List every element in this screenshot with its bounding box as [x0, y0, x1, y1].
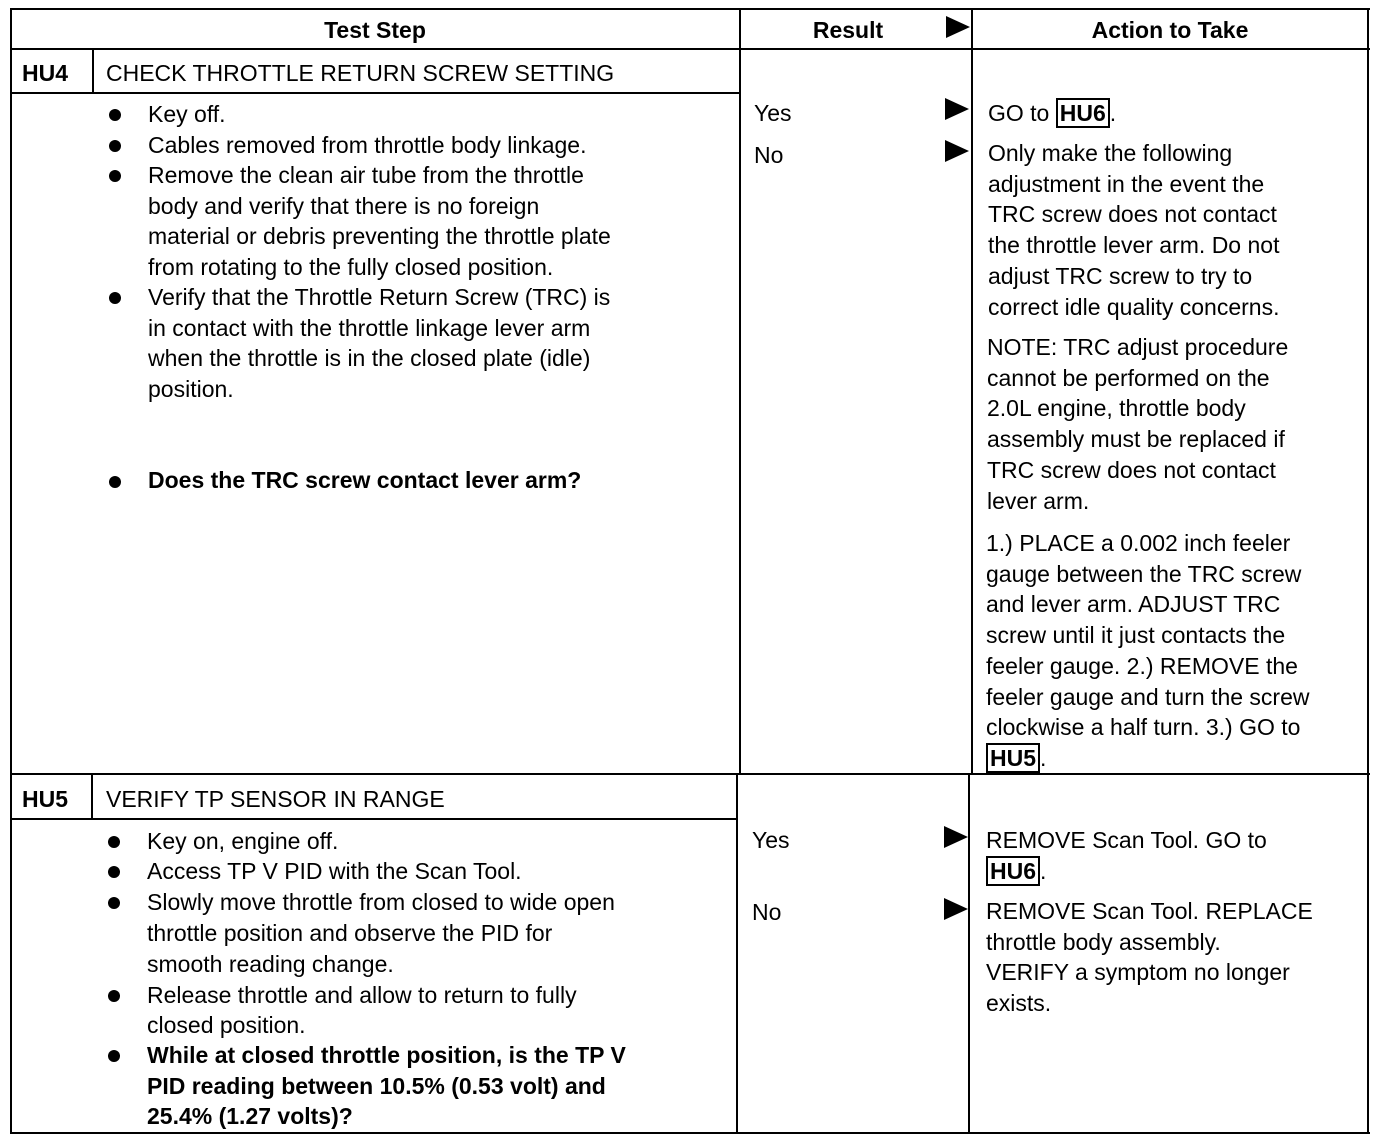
step-reference-link[interactable]: HU6	[986, 856, 1040, 886]
note-line: TRC screw does not contact	[987, 456, 1276, 483]
action-line: throttle body assembly.	[986, 928, 1221, 955]
bullet-line: position.	[148, 376, 234, 402]
table-right-border	[1367, 8, 1369, 1134]
result-yes: Yes	[754, 100, 792, 126]
table-bottom-border	[10, 1132, 1370, 1134]
note-paragraph	[987, 332, 1288, 516]
header-result: Result	[812, 17, 884, 43]
bullet-line: Remove the clean air tube from the throttle	[148, 162, 584, 188]
bullet-line: Key on, engine off.	[147, 828, 339, 854]
step-reference-link[interactable]: HU6	[1056, 98, 1110, 128]
action-line: the throttle lever arm. Do not	[988, 232, 1280, 259]
header-action: Action to Take	[1091, 17, 1249, 43]
action-line: VERIFY a symptom no longer	[986, 959, 1290, 986]
step-title: CHECK THROTTLE RETURN SCREW SETTING	[106, 60, 615, 86]
action-column-left-border-lower	[968, 773, 970, 1134]
bullet-line: Access TP V PID with the Scan Tool.	[147, 858, 522, 884]
result-no: No	[754, 142, 784, 168]
action-text: .	[1109, 100, 1117, 126]
bullet-icon	[109, 170, 121, 182]
bullet-line: throttle position and observe the PID for	[147, 920, 553, 946]
bullet-line: Release throttle and allow to return to fully	[147, 982, 577, 1008]
bullet-icon	[108, 990, 120, 1002]
bullet-line: body and verify that there is no foreign	[148, 193, 540, 219]
procedure-line: feeler gauge and turn the screw	[986, 683, 1310, 710]
procedure-line: feeler gauge. 2.) REMOVE the	[986, 652, 1298, 679]
bullet-line: from rotating to the fully closed position.	[148, 254, 554, 280]
bullet-line: Cables removed from throttle body linkage.	[148, 132, 587, 158]
bullet-icon	[109, 292, 121, 304]
bullet-line: Key off.	[148, 101, 226, 127]
procedure-line: and lever arm. ADJUST TRC	[986, 591, 1281, 618]
procedure-line	[986, 743, 1309, 774]
hu5-title-bottom-border	[10, 818, 738, 820]
action-line	[986, 856, 1267, 887]
procedure-line: screw until it just contacts the	[986, 622, 1286, 649]
question-line: Does the TRC screw contact lever arm?	[148, 467, 582, 493]
question-line: PID reading between 10.5% (0.53 volt) and	[147, 1073, 606, 1099]
hu4-id-divider	[92, 48, 94, 93]
action-text: .	[1040, 857, 1047, 884]
action-paragraph	[986, 896, 1313, 1019]
result-arrow-icon	[944, 898, 968, 920]
procedure-paragraph	[986, 528, 1309, 774]
action-line: TRC screw does not contact	[988, 201, 1277, 228]
action-text: GO to	[988, 100, 1056, 126]
hu5-id-divider	[91, 773, 93, 819]
step-title: VERIFY TP SENSOR IN RANGE	[106, 786, 445, 812]
action-line: adjustment in the event the	[988, 170, 1265, 197]
action-paragraph	[988, 138, 1279, 322]
step-id: HU5	[22, 786, 69, 812]
action-paragraph	[986, 825, 1267, 886]
action-column-left-border	[971, 8, 973, 774]
bullet-line: closed position.	[147, 1012, 306, 1038]
procedure-line: gauge between the TRC screw	[986, 560, 1302, 587]
question-line: 25.4% (1.27 volts)?	[147, 1103, 353, 1129]
question-line: While at closed throttle position, is the TP V	[147, 1042, 626, 1068]
action-line	[988, 98, 1116, 128]
action-line: REMOVE Scan Tool. REPLACE	[986, 898, 1313, 924]
action-line: Only make the following	[988, 140, 1233, 166]
bullet-icon	[108, 866, 120, 878]
header-bottom-border	[10, 48, 1370, 50]
note-line: assembly must be replaced if	[987, 426, 1285, 453]
bullet-icon	[108, 1050, 120, 1062]
hu4-title-bottom-border	[10, 92, 740, 94]
bullet-icon	[108, 897, 120, 909]
bullet-icon	[109, 476, 121, 488]
procedure-line: 1.) PLACE a 0.002 inch feeler	[986, 530, 1291, 556]
action-line: adjust TRC screw to try to	[988, 262, 1253, 289]
step-id: HU4	[22, 60, 69, 86]
bullet-line: smooth reading change.	[147, 951, 394, 977]
action-line: REMOVE Scan Tool. GO to	[986, 827, 1267, 853]
action-line: correct idle quality concerns.	[988, 293, 1280, 320]
note-line: lever arm.	[987, 487, 1090, 514]
bullet-line: when the throttle is in the closed plate (idle)	[148, 345, 591, 371]
header-arrow-icon	[946, 16, 970, 38]
procedure-text: .	[1040, 744, 1047, 771]
bullet-line: material or debris preventing the throttle plate	[148, 223, 611, 249]
note-line: 2.0L engine, throttle body	[987, 395, 1246, 422]
action-line: exists.	[986, 990, 1052, 1017]
bullet-line: in contact with the throttle linkage lever arm	[148, 315, 591, 341]
result-column-left-border-lower	[736, 773, 738, 1134]
table-left-border	[10, 8, 12, 1134]
bullet-line: Slowly move throttle from closed to wide open	[147, 889, 615, 915]
result-arrow-icon	[944, 826, 968, 848]
result-column-left-border	[739, 8, 741, 774]
result-arrow-icon	[945, 98, 969, 120]
result-no: No	[752, 899, 782, 925]
bullet-icon	[108, 836, 120, 848]
table-top-border	[10, 8, 1370, 10]
bullet-line: Verify that the Throttle Return Screw (TRC) is	[148, 284, 611, 310]
note-line: cannot be performed on the	[987, 364, 1270, 391]
procedure-line: clockwise a half turn. 3.) GO to	[986, 714, 1301, 741]
result-arrow-icon	[945, 140, 969, 162]
note-line: NOTE: TRC adjust procedure	[987, 334, 1289, 360]
bullet-icon	[109, 109, 121, 121]
header-test-step: Test Step	[324, 17, 426, 43]
result-yes: Yes	[752, 827, 790, 853]
bullet-icon	[109, 140, 121, 152]
step-reference-link[interactable]: HU5	[986, 743, 1040, 773]
